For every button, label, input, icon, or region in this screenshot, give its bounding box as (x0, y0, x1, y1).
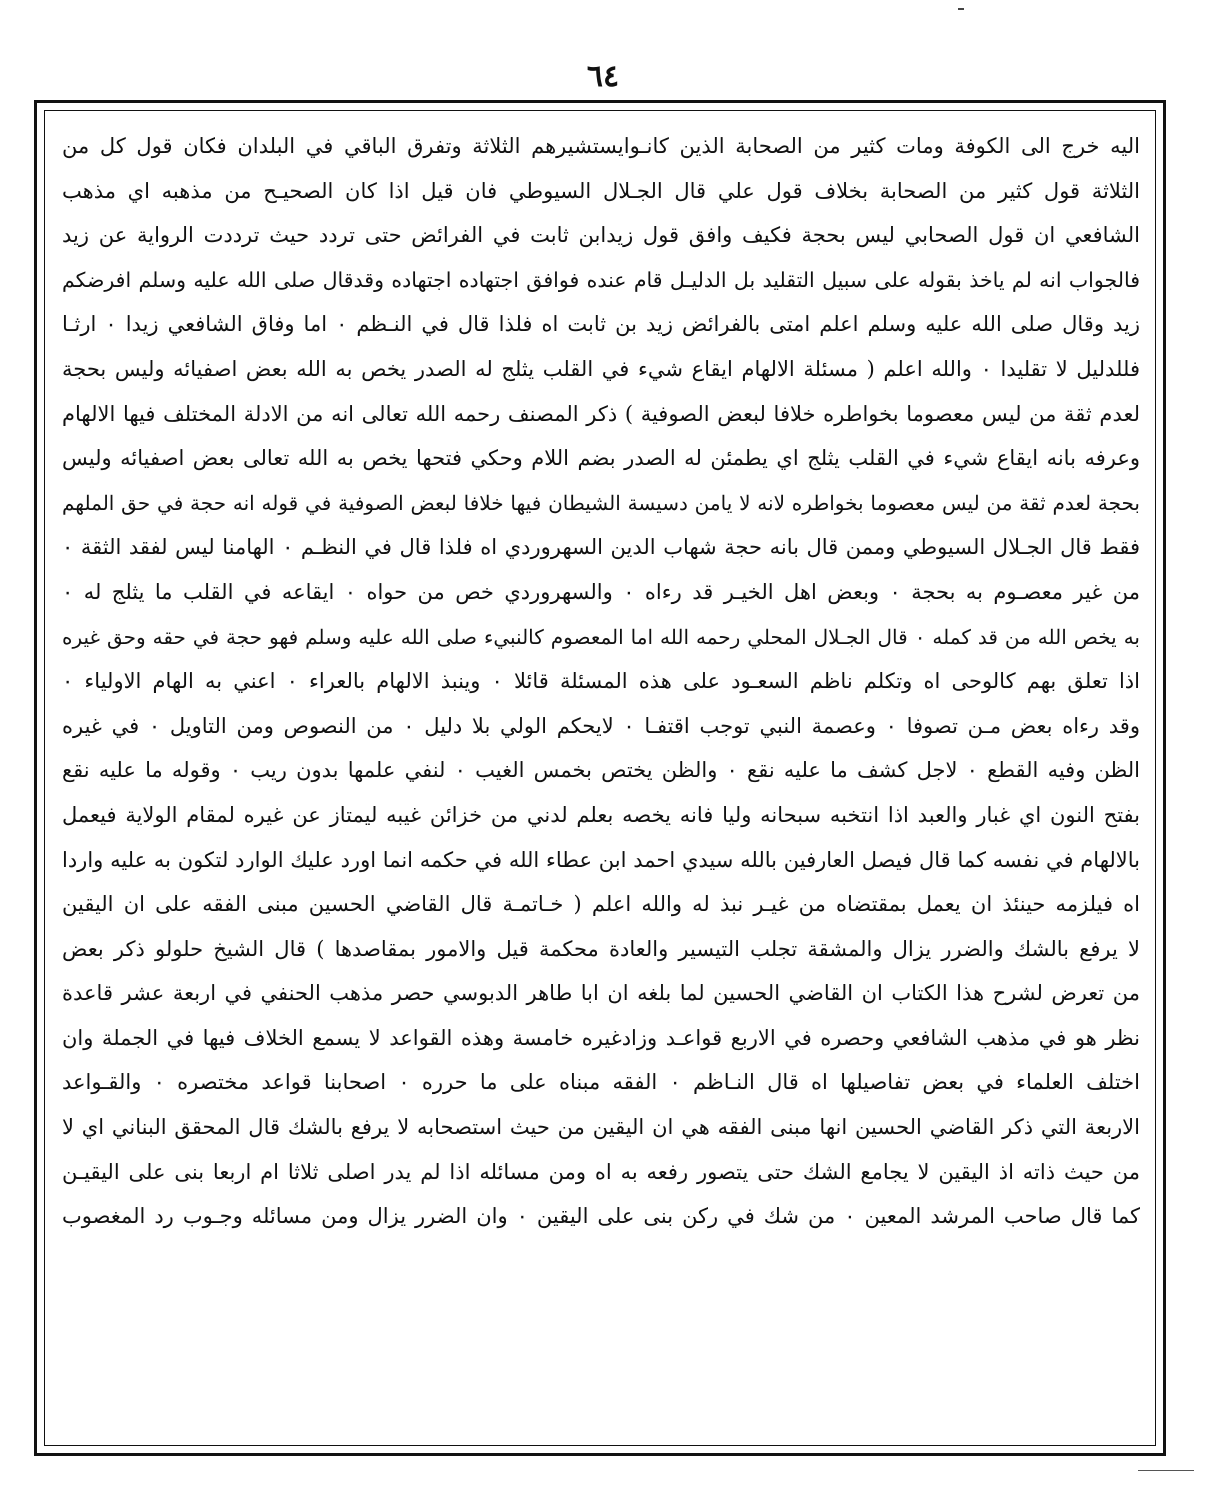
text-line: الاربعة التي ذكر القاضي الحسين انها مبنى الفقه هي ان اليقين من حيث استصحابه لا يرفع بالشك قال المحقق البناني اي لا (62, 1115, 1140, 1140)
body-text (62, 124, 1140, 1239)
text-line: بالالهام في نفسه كما قال فيصل العارفين بالله سيدي احمد ابن عطاء الله في حكمه انما اورد عليك الوارد لتكون به عليه واردا (62, 847, 1140, 872)
text-line: به يخص الله من قد كمله ٠ قال الجـلال المحلي رحمه الله اما المعصوم كالنبيء صلى الله عليه وسلم فهو حجة في حقه وحق غيره (62, 624, 1140, 649)
text-line: اذا تعلق بهم كالوحى اه وتكلم ناظم السعـود على هذه المسئلة قائلا ٠ وينبذ الالهام بالعراء ٠ اعني به الهام الاولياء ٠ (62, 669, 1140, 694)
page-number: ٦٤ (586, 59, 620, 94)
text-line: كما قال صاحب المرشد المعين ٠ من شك في ركن بنى على اليقين ٠ وان الضرر يزال ومن مسائله وجـوب رد المغصوب (62, 1204, 1140, 1229)
text-line: لا يرفع بالشك والضرر يزال والمشقة تجلب التيسير والعادة محكمة قيل والامور بمقاصدها ) قال الشيخ حلولو ذكر بعض (62, 936, 1140, 961)
text-line: فالجواب انه لم ياخذ بقوله على سبيل التقليد بل الدليـل قام عنده فوافق اجتهاده اجتهاده وقدقال صلى الله عليه وسلم افرضكم (62, 267, 1140, 292)
text-line: الثلاثة قول كثير من الصحابة بخلاف قول علي قال الجـلال السيوطي فان قيل اذا كان الصحيـح من مذهبه اي مذهب (62, 178, 1140, 203)
text-line: نظر هو في مذهب الشافعي وحصره في الاربع قواعـد وزادغيره خامسة وهذه القواعد لا يسمع الخلاف فيها في الجملة وان (62, 1025, 1140, 1050)
text-line: من غير معصـوم به بحجة ٠ وبعض اهل الخيـر قد رءاه ٠ والسهروردي خص من حواه ٠ ايقاعه في القلب ما يثلج له ٠ (62, 579, 1140, 604)
text-line: اه فيلزمه حينئذ ان يعمل بمقتضاه من غيـر نبذ له والله اعلم ( خـاتمـة قال القاضي الحسين مبنى الفقه على ان اليقين (62, 892, 1140, 917)
text-line: الشافعي ان قول الصحابي ليس بحجة فكيف وافق قول زيدابن ثابت في الفرائض حتى تردد حيث ترددت الرواية عن زيد (62, 223, 1140, 248)
text-line: زيد وقال صلى الله عليه وسلم اعلم امتى بالفرائض زيد بن ثابت اه فلذا قال في النـظم ٠ اما وفاق الشافعي زيدا ٠ ارثـا (62, 312, 1140, 337)
text-line: اختلف العلماء في بعض تفاصيلها اه قال النـاظم ٠ الفقه مبناه على ما حرره ٠ اصحابنا قواعد مختصره ٠ والقـواعد (62, 1070, 1140, 1095)
text-line: اليه خرج الى الكوفة ومات كثير من الصحابة الذين كانـوايستشيرهم الثلاثة وتفرق الباقي في البلدان فكان قول كل من (62, 134, 1140, 158)
text-line: بحجة لعدم ثقة من ليس معصوما بخواطره لانه لا يامن دسيسة الشيطان فيها خلافا لبعض الصوفية في قوله انه حجة في حق الملهم (62, 490, 1140, 515)
text-line: من تعرض لشرح هذا الكتاب ان القاضي الحسين لما بلغه ان ابا طاهر الدبوسي حصر مذهب الحنفي في اربعة عشر قاعدة (62, 981, 1140, 1006)
text-line: فللدليل لا تقليدا ٠ والله اعلم ( مسئلة الالهام ايقاع شيء في القلب يثلج له الصدر يخص به الله بعض اصفيائه وليس بحجة (62, 356, 1140, 381)
text-line: لعدم ثقة من ليس معصوما بخواطره خلافا لبعض الصوفية ) ذكر المصنف رحمه الله تعالى انه من الادلة المختلف فيها الالهام (62, 401, 1140, 426)
text-line: فقط قال الجـلال السيوطي وممن قال بانه حجة شهاب الدين السهروردي اه فلذا قال في النظـم ٠ الهامنا ليس لفقد الثقة ٠ (62, 535, 1140, 560)
margin-rule (1138, 1470, 1194, 1471)
text-line: بفتح النون اي غبار والعبد اذا انتخبه سبحانه وليا فانه يخصه بعلم لدني من خزائن غيبه ليمتاز عن غيره لمقام الولاية فيعمل (62, 802, 1140, 827)
scan-mark (958, 8, 964, 10)
text-line: وعرفه بانه ايقاع شيء في القلب يثلج اي يطمئن له الصدر بضم اللام وحكي فتحها يخص به الله تعالى بعض اصفيائه وليس (62, 446, 1140, 471)
text-line: وقد رءاه بعض مـن تصوفا ٠ وعصمة النبي توجب اقتفـا ٠ لايحكم الولي بلا دليل ٠ من النصوص ومن التاويل ٠ في غيره (62, 713, 1140, 738)
text-line: الظن وفيه القطع ٠ لاجل كشف ما عليه نقع ٠ والظن يختص بخمس الغيب ٠ لنفي علمها بدون ريب ٠ وقوله ما عليه نقع (62, 758, 1140, 783)
text-line: من حيث ذاته اذ اليقين لا يجامع الشك حتى يتصور رفعه به اه ومن مسائله اذا لم يدر اصلى ثلاثا ام اربعا بنى على اليقيـن (62, 1159, 1140, 1184)
